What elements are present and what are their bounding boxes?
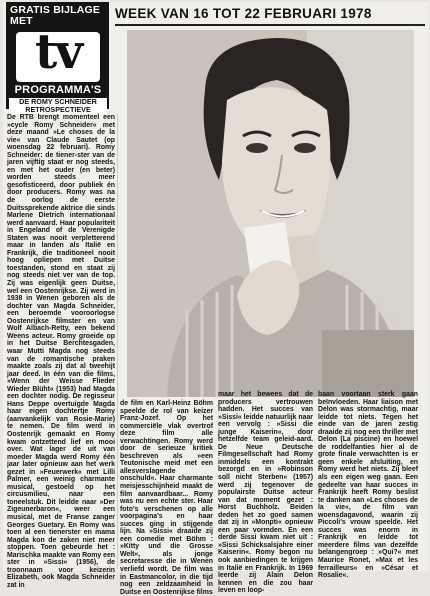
portrait-photo xyxy=(127,30,414,397)
headline-rule xyxy=(115,24,425,26)
tv-logo xyxy=(16,24,100,82)
magazine-page xyxy=(3,2,429,596)
week-headline: WEEK VAN 16 TOT 22 FEBRUARI 1978 xyxy=(115,6,372,21)
column-divider xyxy=(117,114,118,569)
article-column-4-text: baan voortaan sterk gaan beïnvloeden. Haar liaison met Delon was stormachtig, maar leidde tot niets. Tegen het einde van de jaren zestig draaide zij nog een thriller met Delon (La piscine) en hoewel de roddelfanties hier al de grote finale verwachtten is er geen enkele afsluiting, en Romy werd het niets. Zij bleef als een eigen weg gaan. Een gedeelte van haar succes in Frankrijk heeft Romy beslist te danken aan »Les choses de la vie«, de film van woensdagavond, waarin zij Piccoli's vrouw speelde. Het succes was enorm in Frankrijk en leidde tot meerdere films van dezelfde belangengroep : »Qui?« met Maurice Ronet, »Max et les ferrailleurs« en »César et Rosalie«. xyxy=(318,391,418,580)
article-column-2-text: de film en Karl-Heinz Böhm speelde de rol van keizer Franz-Jozef. Op het commerciële vlak overtrof deze film alle verwachtingen. Romy werd door de serieuze kritiek beschreven als »een Teutonische meid met een allesverslagende onschuld«. Haar charmante meisjesschijnheid maakt de film aanvaardbaar... Romy was nu een echte ster. Haar foto's verschenen op alle voorpagina's en haar succes ging in stijgende lijn. Na »Sissi« draaide zij een comedie met Böhm : »Kitty und die Grosse Welt«, als jonge secretaresse die in Wenen verliefd wordt. De film was in Eastmancolor, in die tijd nog een zeldzaamheid in Duitse en Oostenrijkse films xyxy=(120,400,213,596)
article-column-1-text: De RTB brengt momenteel een »cycle Romy Schneider« met deze maand »Le choses de la vie« van Claude Sautet (op woensdag 22 februari). Romy Schneider: de tiener-ster van de jaren vijftig staat er nog steeds, en met het ouder (en beter) worden steeds meer gesofisticeerd, door publiek én door producers. Romy was na de oorlog de eerste Duitssprekende aktrice die sinds Marlene Dietrich internationaal werd aanvaard. Haar populariteit in Engeland of de Verenigde Staten was nooit verpletterend maar in landen als Italië en Frankrijk, die traditioneel nooit hoog opliepen met Duitse toestanden, stond en staat zij nog steeds niet ver van de top. Zij was eigenlijk geen Duitse, wel een Oostenrijkse. Zij werd in 1938 in Wenen geboren als de dochter van Magda Schneider, een beroemde vooroorlogse Oostenrijkse filmster en van Wolf Albach-Retty, een bekend Weens acteur. Romy groeide op in het Duitse Berchtesgaden, waar Mutti Magda nog steeds van de romantische praken maakte zoals zij dat al tweehijt jaar deed. In één van die films, »Wenn der Weisse Flieder Wieder Blüht« (1953) had Magda een dochter nodig. De regisseur Hans Deppe overtuigde Magda haar eigen dochtertje Romy (aanvankelijk van Rosie-Marie) te nemen. De film werd in Oostenrijk gemaakt en Romy kwam ontzettend lief en mooi over. Wat lager de uit van moeder Magda werd Romy één jaar later opnieuw aan het werk gezet in »Feuerwerk« met Lilli Palmer, een weinig charmante musical, gestoeld op het circusmilieu, naar een toneelstuk. Dit leidde naar »Der Zigeunerbaron«, weer een musical, met de Franse zanger Georges Guetary. En Romy was toen al een tienerster en mama Magda kon de zaken niet meer stoppen. Toen gebeurde het : Marischka maakte van Romy een ster in »Sissi« (1956), de troonnaam voor keizerin Elizabeth, ook Magda Schneider zat in xyxy=(7,114,116,589)
article-column-4 xyxy=(318,391,418,580)
masthead xyxy=(6,2,109,114)
article-column-2 xyxy=(120,400,213,596)
tv-logo-text: tv xyxy=(34,24,82,80)
article-column-3-text: maar het bewees dat de producers vertrouwen hadden. Het succes van »Sissi« leidde natuurlijk naar een vervolg : »Sissi die junge Kaiserin«, door hetzelfde team geleid-aard. De Neue Deutsche Filmgesellschaft had Romy inmiddels een kontrakt bezorgd en in »Robinson soll nicht Sterben« (1957) werd zij tegenover de populairste Duitse acteur van dat moment gezet : Horst Buchholz. Beiden deden het zo goed samen dat zij in »Monpti« opnieuw een paar vormden. En een derde Sissi kwam niet uit : »Sissi Schicksalsjahre einer Kaiserin«. Romy begon nu ook aanbiedingen te krijgen in Italië en Frankrijk. In 1969 leerde zij Alain Delon kennen en die zou haar leven en loop- xyxy=(218,391,313,595)
gratis-bijlage-label: GRATIS BIJLAGE MET xyxy=(10,4,101,27)
article-column-1 xyxy=(7,114,116,589)
retrospective-subtitle: DE ROMY SCHNEIDER RETROSPECTIEVE xyxy=(9,98,107,114)
programmas-label: PROGRAMMA'S xyxy=(14,84,102,96)
portrait-photo-icon xyxy=(127,30,414,397)
article-column-3 xyxy=(218,391,313,595)
